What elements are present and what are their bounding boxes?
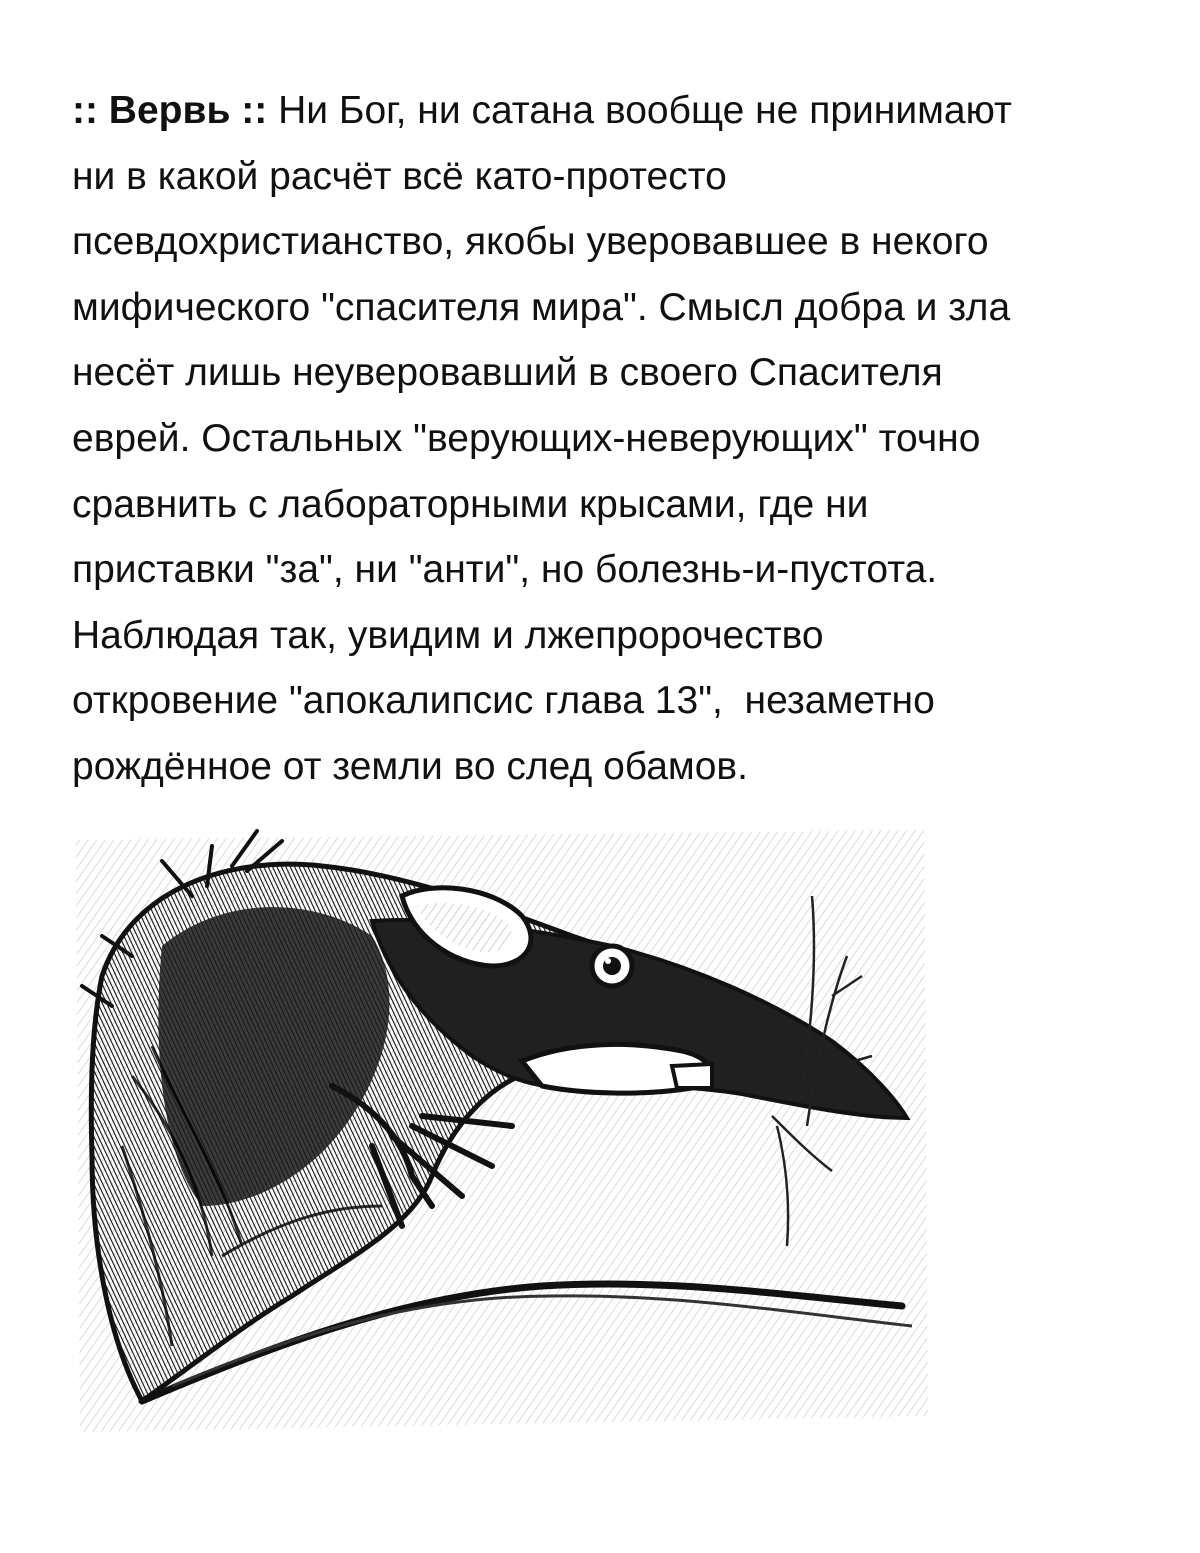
- text-line-1: [72, 78, 1142, 144]
- text-line-9: Наблюдая так, увидим и лжепророчество: [72, 613, 824, 657]
- text-line-10: откровение "апокалипсис глава 13", незаметно: [72, 679, 935, 723]
- rat-drawing: [72, 826, 936, 1436]
- article-text: [72, 78, 1142, 800]
- article-title: :: Вервь ::: [72, 89, 268, 132]
- text-line-8: приставки "за", ни "анти", но болезнь-и-пустота.: [72, 548, 938, 592]
- text-line-2: ни в какой расчёт всё като-протесто: [72, 154, 727, 198]
- text-line-5: несёт лишь неуверовавший в своего Спасителя: [72, 351, 943, 395]
- text-line-7: сравнить с лабораторными крысами, где ни: [72, 482, 869, 526]
- text-line-6: еврей. Остальных "верующих-неверующих" точно: [72, 416, 981, 460]
- text-line-11: рождённое от земли во след обамов.: [72, 744, 748, 788]
- text-line-3: псевдохристианство, якобы уверовавшее в некого: [72, 220, 989, 264]
- text-line-4: мифического "спасителя мира". Смысл добра и зла: [72, 285, 1011, 329]
- rat-drawing-svg: [72, 826, 936, 1436]
- text-line-1-body: Ни Бог, ни сатана вообще не принимают: [267, 89, 1012, 132]
